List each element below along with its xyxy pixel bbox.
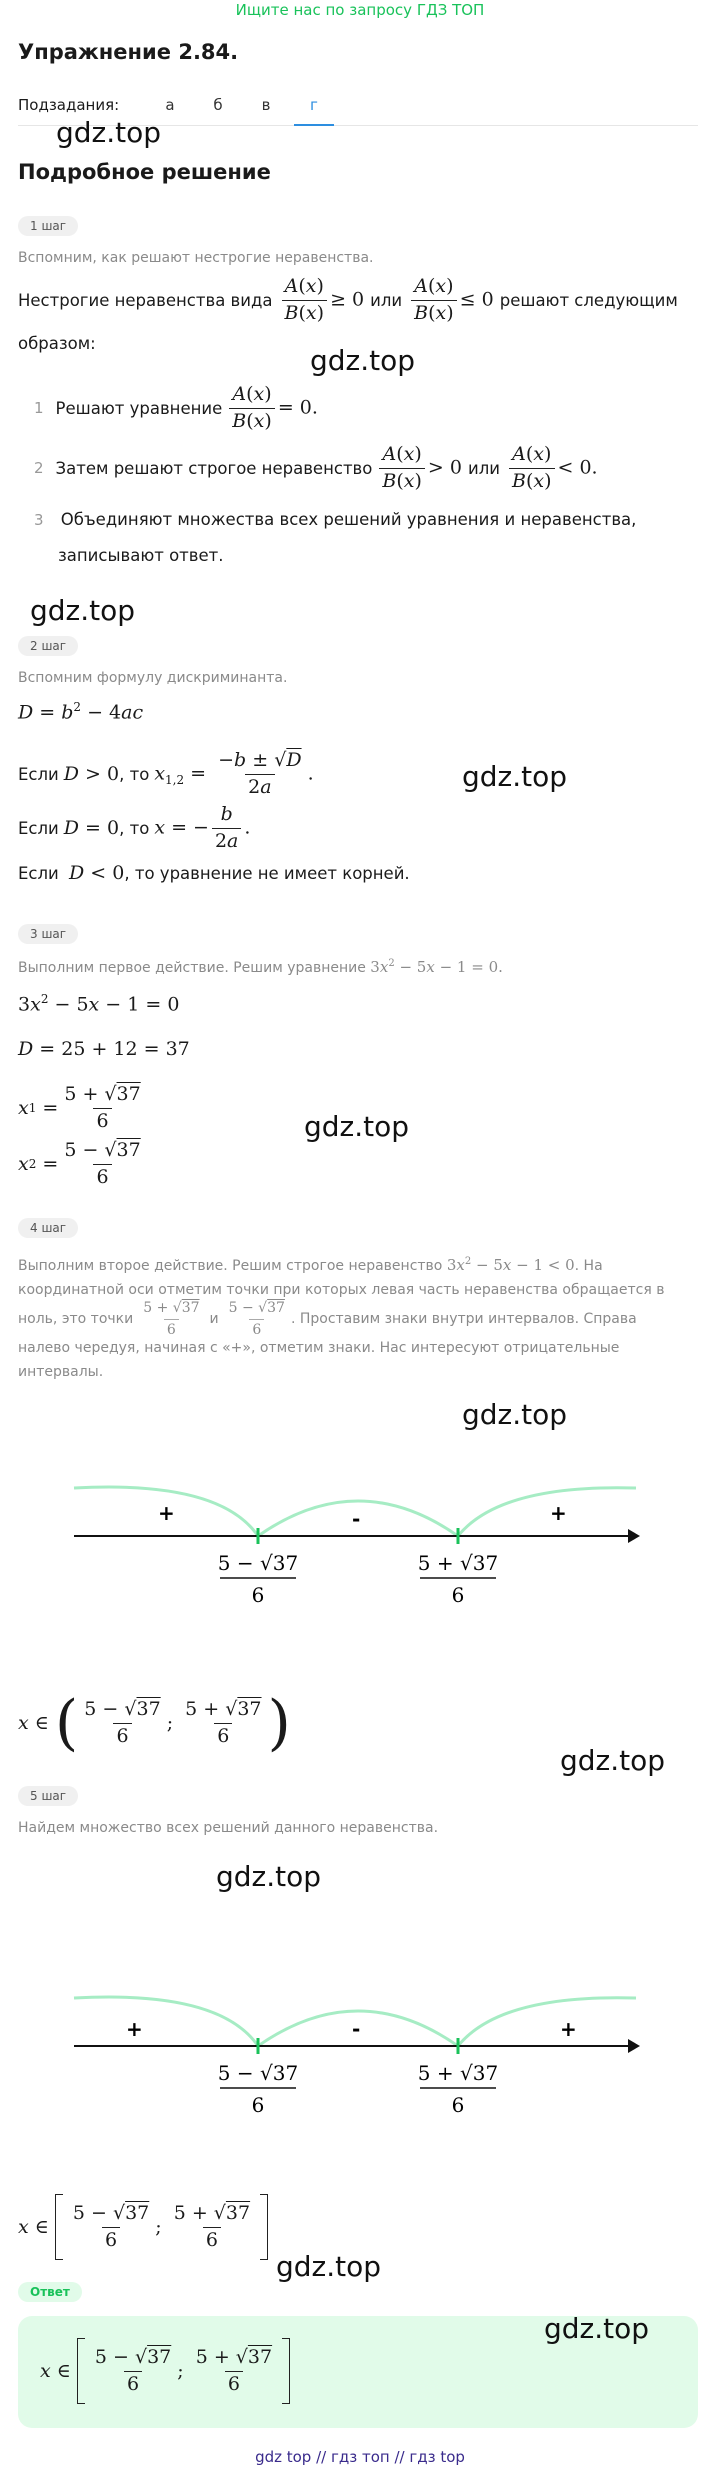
point-label-left-num: 5 − √37: [217, 1551, 299, 1575]
formula-strict-gt: $\frac{A(x)}{B(x)}$ > 0: [376, 444, 462, 493]
formula-discriminant: $D = b^2 - 4ac$: [18, 700, 144, 724]
formula-single-root: x = − $\frac{b}{2a}$ .: [154, 802, 251, 852]
watermark: gdz.top: [56, 116, 162, 149]
step-2-case-negative: [18, 862, 410, 884]
point-label-left-num: 5 − √37: [217, 2061, 299, 2085]
footer-links[interactable]: gdz top // гдз топ // гдз top: [255, 2448, 465, 2466]
step-4-badge: 4 шаг: [18, 1218, 78, 1238]
sign-middle: -: [352, 2017, 361, 2041]
condition-d-zero: D = 0: [63, 817, 120, 839]
sign-left: +: [158, 1501, 175, 1525]
step-4-text3c: . Проставим знаки внутри интервалов. Справа: [290, 1311, 637, 1327]
point-2-inline: $\frac{5 - √37}{6}$: [228, 1300, 285, 1338]
item-number: 1: [34, 399, 44, 417]
watermark: gdz.top: [310, 344, 416, 377]
item-number: 2: [34, 459, 44, 477]
number-line-step-4: [60, 1470, 660, 1620]
formula-equation: $\frac{A(x)}{B(x)}$ = 0.: [226, 384, 318, 433]
number-line-step-5: [60, 1980, 660, 2130]
answer-badge: Ответ: [18, 2282, 82, 2302]
step-4-text: [18, 1250, 698, 1384]
step-1-line2: образом:: [18, 334, 96, 353]
step-1-line1-or: или: [370, 290, 403, 310]
point-label-left-den: 6: [251, 2093, 265, 2117]
item-text: Решают уравнение: [55, 398, 223, 418]
point-label-right-num: 5 + √37: [417, 2061, 499, 2085]
step-4-text1b: . На: [574, 1258, 603, 1274]
step-4-text5: интервалы.: [18, 1364, 104, 1380]
if-label: Если: [18, 818, 59, 838]
step-1-item-2: [34, 440, 598, 496]
step-3-badge: 3 шаг: [18, 924, 78, 944]
paren-open: (: [54, 1688, 79, 1758]
step-2-badge: 2 шаг: [18, 636, 78, 656]
interval-step-4: x ∈ ( $\frac{5 - √37}{6}$ ; $\frac{5 + √37}{6}$ ): [18, 1688, 291, 1758]
equation-inline: $3x^2 - 5x - 1 = 0$.: [370, 958, 503, 976]
step-1-badge: 1 шаг: [18, 216, 78, 236]
step-1-item-3-cont: записывают ответ.: [58, 546, 224, 565]
watermark: gdz.top: [216, 1860, 322, 1893]
step-1-line1: [18, 272, 678, 328]
step-2-intro: Вспомним формулу дискриминанта.: [18, 670, 288, 686]
condition-d-negative: D < 0: [69, 862, 125, 884]
step-5-intro: Найдем множество всех решений данного неравенства.: [18, 1820, 439, 1836]
item-number: 3: [34, 511, 44, 529]
interval-step-5: x ∈ $\frac{5 - √37}{6}$ ; $\frac{5 + √37}{6}$: [18, 2192, 268, 2262]
point-1-inline: $\frac{5 + √37}{6}$: [143, 1300, 200, 1338]
then-label: , то: [119, 818, 150, 838]
point-label-right-den: 6: [451, 2093, 465, 2117]
step-3-intro: [18, 958, 503, 976]
page-title: Упражнение 2.84.: [18, 40, 239, 64]
discriminant-value: D = 25 + 12 = 37: [18, 1038, 190, 1060]
then-label: , то уравнение не имеет корней.: [124, 864, 410, 883]
watermark: gdz.top: [544, 2312, 650, 2345]
tab-a[interactable]: а: [165, 96, 175, 114]
tab-g[interactable]: г: [294, 96, 334, 126]
sign-arc: [458, 1998, 636, 2046]
bracket-open: [77, 2338, 85, 2404]
sign-left: +: [126, 2017, 143, 2041]
bracket-open: [55, 2194, 63, 2260]
item-text: Затем решают строгое неравенство: [55, 458, 373, 478]
step-5-badge: 5 шаг: [18, 1786, 78, 1806]
watermark: gdz.top: [304, 1110, 410, 1143]
sign-middle: -: [352, 1507, 361, 1531]
point-label-right-den: 6: [451, 1583, 465, 1607]
step-1-intro: Вспомним, как решают нестрогие неравенства.: [18, 250, 374, 266]
root-x1: x 1 = $\frac{5 + √37}{6}$: [18, 1082, 141, 1132]
step-2-case-positive: [18, 746, 314, 802]
item-text: Объединяют множества всех решений уравнения и неравенства,: [60, 510, 637, 529]
watermark: gdz.top: [276, 2250, 382, 2283]
section-title: Подробное решение: [18, 160, 271, 184]
tab-b[interactable]: б: [213, 96, 223, 114]
equation-main: $3x^2 - 5x - 1 = 0$: [18, 992, 180, 1016]
sign-right: +: [560, 2017, 577, 2041]
formula-strict-lt: $\frac{A(x)}{B(x)}$ < 0.: [506, 444, 598, 493]
condition-d-positive: D > 0: [63, 763, 120, 785]
answer-interval: x ∈ $\frac{5 - √37}{6}$ ; $\frac{5 + √37}{6}$: [40, 2336, 290, 2406]
step-4-text4: налево чередуя, начиная с «+», отметим знаки. Нас интересуют отрицательные: [18, 1340, 620, 1356]
paren-close: ): [267, 1688, 291, 1758]
step-4-text1: Выполним второе действие. Решим строгое неравенство: [18, 1258, 443, 1274]
if-label: Если: [18, 764, 59, 784]
tab-v[interactable]: в: [261, 96, 271, 114]
formula-roots: $x_{1,2}$ = $\frac{-b \pm √D}{2a}$ .: [154, 748, 314, 798]
bracket-close: [260, 2194, 268, 2260]
step-4-text3a: ноль, это точки: [18, 1311, 134, 1327]
step-2-case-zero: [18, 800, 250, 856]
formula-nonstrict-ge: $\frac{A(x)}{B(x)}$ ≥ 0: [279, 276, 365, 325]
sign-right: +: [550, 1501, 567, 1525]
step-1-line1-c: решают следующим: [499, 290, 678, 310]
step-3-intro-text: Выполним первое действие. Решим уравнение: [18, 960, 366, 976]
step-1-item-1: [34, 380, 318, 436]
inequality-inline: $3x^2 - 5x - 1 < 0$: [446, 1256, 575, 1274]
watermark: gdz.top: [560, 1744, 666, 1777]
watermark: gdz.top: [30, 594, 136, 627]
watermark: gdz.top: [462, 1398, 568, 1431]
axis-arrow: [628, 1529, 640, 1543]
step-1-line1-a: Нестрогие неравенства вида: [18, 290, 273, 310]
watermark: gdz.top: [462, 760, 568, 793]
step-4-text2: координатной оси отметим точки при которых левая часть неравенства обращается в: [18, 1282, 665, 1298]
then-label: , то: [119, 764, 150, 784]
top-banner[interactable]: Ищите нас по запросу ГДЗ ТОП: [235, 1, 485, 19]
sign-arc: [458, 1488, 636, 1536]
root-x2: x 2 = $\frac{5 - √37}{6}$: [18, 1138, 141, 1188]
bracket-close: [282, 2338, 290, 2404]
point-label-right-num: 5 + √37: [417, 1551, 499, 1575]
axis-arrow: [628, 2039, 640, 2053]
item-or: или: [467, 458, 500, 478]
subtasks-label: Подзадания:: [18, 96, 120, 114]
sign-arc: [74, 1997, 258, 2046]
step-4-text3b: и: [209, 1311, 219, 1327]
step-1-item-3: [34, 510, 636, 529]
point-label-left-den: 6: [251, 1583, 265, 1607]
if-label: Если: [18, 864, 59, 883]
formula-nonstrict-le: $\frac{A(x)}{B(x)}$ ≤ 0: [408, 276, 494, 325]
